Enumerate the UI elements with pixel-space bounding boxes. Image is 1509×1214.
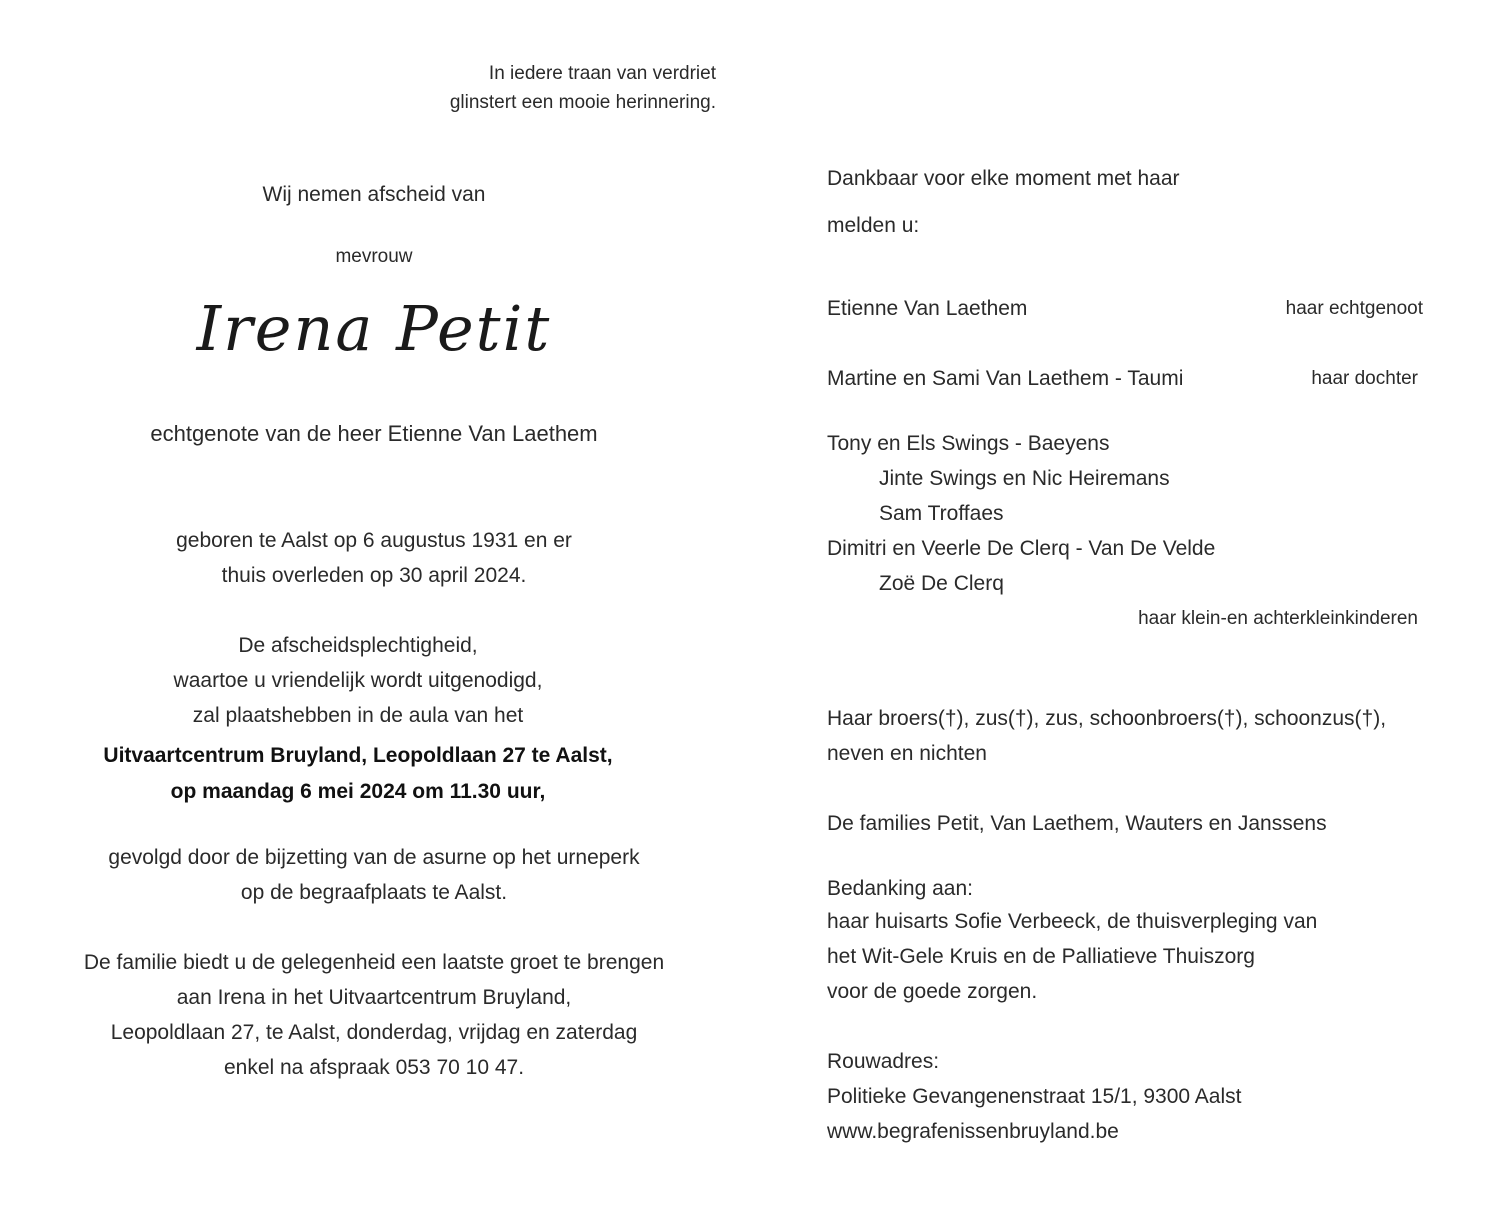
ceremony-datetime: op maandag 6 mei 2024 om 11.30 uur,: [170, 780, 546, 803]
website-link[interactable]: www.begrafenissenbruyland.be: [827, 1120, 1119, 1143]
spouse-name: Etienne Van Laethem: [827, 297, 1028, 320]
visit-line-2: aan Irena in het Uitvaartcentrum Bruyland,: [176, 986, 572, 1009]
spouse-line: echtgenote van de heer Etienne Van Laethem: [150, 421, 598, 446]
ceremony-location: Uitvaartcentrum Bruyland, Leopoldlaan 27 te Aalst,: [103, 744, 613, 767]
ceremony-line-2: waartoe u vriendelijk wordt uitgenodigd,: [173, 669, 543, 692]
gratitude-line-1: haar huisarts Sofie Verbeeck, de thuisverpleging van: [827, 910, 1318, 933]
announce-line: melden u:: [827, 214, 920, 237]
birth-line-2: thuis overleden op 30 april 2024.: [221, 564, 527, 587]
quote-line-2: glinstert een mooie herinnering.: [449, 92, 716, 113]
siblings-line-2: neven en nichten: [827, 742, 987, 765]
families-line: De families Petit, Van Laethem, Wauters en Janssens: [827, 812, 1327, 835]
burial-line-1: gevolgd door de bijzetting van de asurne op het urneperk: [108, 846, 640, 869]
burial-line-2: op de begraafplaats te Aalst.: [240, 881, 508, 904]
grandchild-line-3: Sam Troffaes: [879, 502, 1004, 525]
spouse-role: haar echtgenoot: [1285, 298, 1423, 319]
visit-line-4: enkel na afspraak 053 70 10 47.: [223, 1056, 525, 1079]
deceased-name: Irena Petit: [196, 292, 552, 365]
daughter-name: Martine en Sami Van Laethem - Taumi: [827, 367, 1184, 390]
grandchild-line-4: Dimitri en Veerle De Clerq - Van De Velde: [827, 537, 1216, 560]
grandchild-line-2: Jinte Swings en Nic Heiremans: [879, 467, 1170, 490]
address-line: Politieke Gevangenenstraat 15/1, 9300 Aalst: [827, 1085, 1242, 1108]
gratitude-line-3: voor de goede zorgen.: [827, 980, 1038, 1003]
visit-line-1: De familie biedt u de gelegenheid een laatste groet te brengen: [83, 951, 665, 974]
grandchild-line-1: Tony en Els Swings - Baeyens: [827, 432, 1110, 455]
grandchild-line-5: Zoë De Clerq: [879, 572, 1004, 595]
daughter-role: haar dochter: [1311, 368, 1418, 389]
address-heading: Rouwadres:: [827, 1050, 940, 1073]
visit-line-3: Leopoldlaan 27, te Aalst, donderdag, vrijdag en zaterdag: [110, 1021, 638, 1044]
birth-line-1: geboren te Aalst op 6 augustus 1931 en er: [176, 529, 572, 552]
siblings-line-1: Haar broers(†), zus(†), zus, schoonbroers(†), schoonzus(†),: [827, 707, 1387, 730]
gratitude-line-2: het Wit-Gele Kruis en de Palliatieve Thuiszorg: [827, 945, 1255, 968]
thanks-line: Dankbaar voor elke moment met haar: [827, 167, 1180, 190]
title-text: mevrouw: [335, 246, 413, 267]
ceremony-line-1: De afscheidsplechtigheid,: [238, 634, 478, 657]
gratitude-heading: Bedanking aan:: [827, 877, 973, 900]
ceremony-line-3: zal plaatshebben in de aula van het: [192, 704, 524, 727]
intro-text: Wij nemen afscheid van: [262, 183, 486, 206]
grandchildren-role: haar klein-en achterkleinkinderen: [1138, 608, 1418, 629]
quote-line-1: In iedere traan van verdriet: [488, 63, 716, 84]
